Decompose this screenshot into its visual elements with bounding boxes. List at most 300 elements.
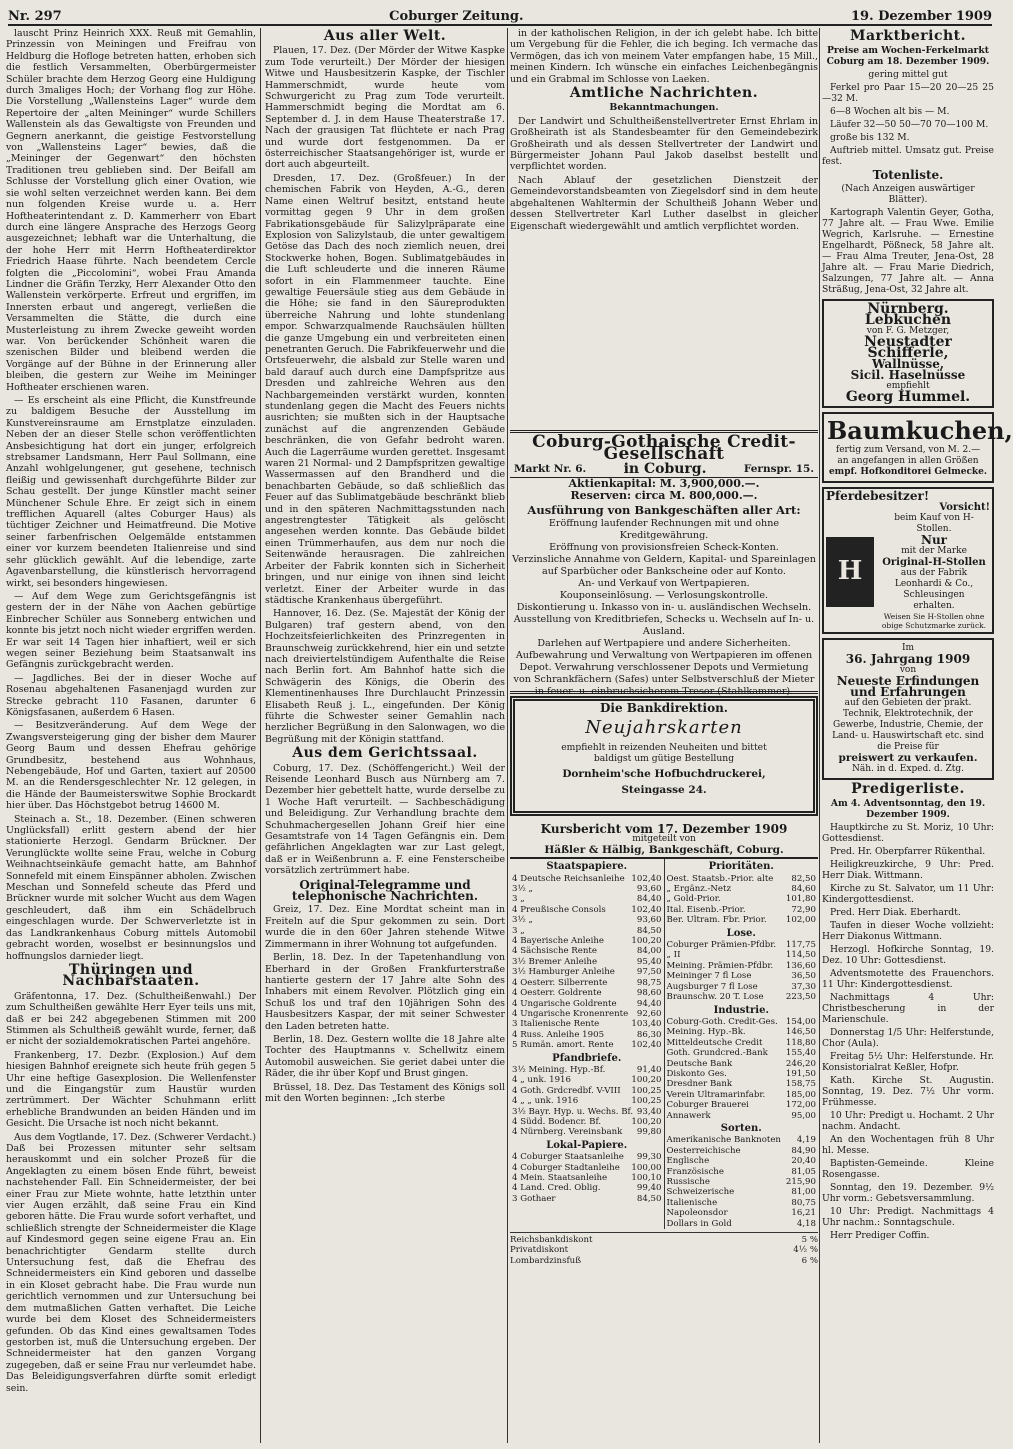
sermon-line: Donnerstag 1/5 Uhr: Helferstunde, Chor (Aula). <box>822 1027 994 1049</box>
bank-service: Eröffnung von provisionsfreien Scheck-Konten. <box>549 542 779 553</box>
stock-row <box>512 1194 662 1204</box>
stock-row <box>667 1198 817 1208</box>
stock-name: Augsburger 7 fl Lose <box>666 981 758 992</box>
ad-line: mit der Marke <box>901 546 967 556</box>
sermon-line: Nachmittags 4 Uhr: Christbescherung in der Marienschule. <box>822 992 994 1025</box>
stock-price: 95,00 <box>791 1110 816 1121</box>
stock-name: Reichsbankdiskont <box>510 1235 593 1246</box>
stock-name: 4 Ungarische Kronenrente <box>512 1008 629 1019</box>
stock-name: Englische <box>666 1156 710 1167</box>
stock-row <box>512 905 662 915</box>
stock-row <box>512 1096 662 1106</box>
stock-price: 91,40 <box>636 1064 662 1075</box>
stock-row <box>667 894 817 904</box>
stock-row <box>512 967 662 977</box>
stock-price: 100,10 <box>631 1173 662 1183</box>
stock-name: 4 „ unk. 1916 <box>512 1075 571 1086</box>
bank-service: Diskontierung u. Inkasso von in- u. ausländischen Wechseln. <box>516 602 812 613</box>
stock-price: 84,50 <box>636 925 662 936</box>
article-paragraph: lauscht Prinz Heinrich XXX. Reuß mit Gemahlin, Prinzessin von Meiningen und Freifrau von Heldburg die Hofloge betreten hatten, erhoben sich die festlich Versammelten, Oberbürgermeister Schüler brachte dem Herzog Georg eine Huldigung durch 3maliges Hoch; der Vorhang flog zur Höhe. Die Vorstellung „Wallensteins Lager“ wurde dem Repertoire der „alten Meininger“ wurde Schillers Wallenstein als das Gewaltigste von Freunden und Gegnern anerkannt, die geistige Festvorstellung von „Wallensteins Lager“ bewies, daß die „Meininger der Gegenwart“ den höchsten Traditionen treu geblieben sind. Der Beifall am Schlusse der Vorstellung glich einer Ovation, wie sie wohl selten verzeichnet werden kann. Bei dem nun folgenden Kreise wurde u. a. Herr Hoftheaterintendant z. D. Kammerherr von Ebart durch eine längere Ansprache des Herzogs Georg ausgezeichnet; lebhaft war die Unterhaltung, die der hohe Herr mit Herrn Hoftheaterdirektor Friedrich Haase führte. Nach beendetem Cercle folgten die „Piccolomini“, wobei Frau Amanda Lindner die Gräfin Terzky, Herr Alexander Otto den Wallenstein verkörperte. Erfreut und ergriffen, im Innersten erbaut und angeregt, verließen die Versammelten die Stätte, die durch eine Musterleistung zu ihrem Zwecke geweiht worden war. Von berückender Schönheit waren die szenischen Bilder und bleibend werden die Vorgänge auf der Bühne in der Erinnerung aller bleiben, die gestern zur Weihe im Meininger Hoftheater erschienen waren. <box>6 28 256 393</box>
stock-price: 191,50 <box>785 1068 816 1079</box>
ad-line: erhalten. <box>913 601 955 611</box>
sermon-line: Hauptkirche zu St. Moriz, 10 Uhr: Gottesdienst. <box>822 822 994 844</box>
stock-price: 99,30 <box>636 1152 662 1163</box>
ad-firm: Dornheim'sche Hofbuchdruckerei, <box>562 768 766 780</box>
sermon-line: Kath. Kirche St. Augustin. Sonntag, 19. Dez. 7½ Uhr vorm. Frühmesse. <box>822 1075 994 1108</box>
ad-line: Original-H-Stollen <box>882 557 986 568</box>
stock-row <box>512 1030 662 1040</box>
stock-name: Meining. Prämien-Pfdbr. <box>666 960 774 971</box>
stock-price: 155,40 <box>785 1048 816 1059</box>
article-paragraph: Dresden, 17. Dez. (Großfeuer.) In der chemischen Fabrik von Heyden, A.-G., deren Name einen Weltruf besitzt, entstand heute vormittag gegen 9 Uhr in dem großen Fabrikationsgebäude für Salizylpräparate eine Explosion von Salizylstaub, die unter gewaltigem Getöse das Dach des noch ziemlich neuen, drei Stockwerke hohen, Bogen. Sublimatgebäudes in die Luft schleuderte und die inneren Räume sofort in ein Flammenmeer tauchte. Eine gewaltige Feuersäule stieg aus dem Gebäude in die Höhe; sie fand in den Säureprodukten überreiche Nahrung und lohte stundenlang empor. Schwarzqualmende Rauchsäulen hüllten die ganze Umgebung ein und verbreiteten einen penetranten Geruch. Die Fabrikfeuerwehr und die Ortsfeuerwehr, die alsbald zur Stelle waren und bald darauf auch durch eine Dampfspritze aus Dresden und zahlreiche Wehren aus den Nachbargemeinden verstärkt wurden, konnten stundenlang gegen die Macht des Feuers nichts ausrichten; sie mußten sich in der Hauptsache zunächst auf die angrenzenden Gebäude beschränken, die von Gefahr bedroht waren. Auch die Lagerräume wurden gerettet. Insgesamt waren 21 Normal- und 2 Dampfspritzen gewaltige Wassermassen auf den Brandherd und die benachbarten Gebäude, so daß schließlich das Feuer auf das Sublimatgebäude beschränkt blieb und in den späteren Nachmittagsstunden nach angestrengtester Tätigkeit als gelöscht angesehen werden konnte. Das Gebäude bildet einen Trümmerhaufen, aus dem nur noch die Seitenwände herausragen. Die zahlreichen Arbeiter der Fabrik konnten sich in Sicherheit bringen, und nur einige von ihnen sind leicht verletzt. Einer der Arbeiter wurde in das städtische Krankenhaus übergeführt. <box>265 172 505 606</box>
section-heading-gerichtssaal: Aus dem Gerichtssaal. <box>292 745 478 762</box>
column-rule <box>260 28 261 1443</box>
market-line: große bis 132 M. <box>830 132 910 143</box>
stock-price: 92,60 <box>636 1008 662 1019</box>
sermon-line: Sonntag, den 19. Dezember. 9½ Uhr vorm.: Gebetsversammlung. <box>822 1182 994 1204</box>
column-rule <box>507 28 508 1443</box>
stock-row <box>667 1069 817 1079</box>
stock-row <box>667 1048 817 1058</box>
stock-name: Goth. Grundcred.-Bank <box>666 1048 768 1059</box>
stock-row <box>667 1156 817 1166</box>
ad-line: Vorsicht! <box>939 502 990 513</box>
stock-name: Oesterreichische <box>666 1145 741 1156</box>
sermon-line: 10 Uhr: Predigt. Nachmittags 4 Uhr nachm.: Sonntagschule. <box>822 1206 994 1228</box>
stock-price: 82,50 <box>791 873 816 884</box>
stock-price: 146,50 <box>785 1027 816 1038</box>
ad-title: Pferdebesitzer! <box>826 489 930 503</box>
bank-reserves: Reserven: circa M. 800,000.—. <box>570 489 758 502</box>
stock-column-left <box>510 859 664 1229</box>
stock-price: 102,40 <box>631 904 662 915</box>
stock-price: 102,40 <box>631 873 662 884</box>
section-heading-telegramme: Original-Telegramme und telephonische Nachrichten. <box>291 877 479 904</box>
stock-row <box>667 1177 817 1187</box>
stock-price: 118,80 <box>785 1037 816 1048</box>
stock-row <box>667 1100 817 1110</box>
bank-service: Eröffnung laufender Rechnungen mit und ohne Kreditgewährung. <box>548 518 780 541</box>
stock-name: 3 Italienische Rente <box>512 1019 600 1030</box>
stock-price: 185,00 <box>785 1089 816 1100</box>
bank-service: Ausstellung von Kreditbriefen, Schecks u. Wechseln auf In- u. Ausland. <box>513 614 815 637</box>
sermon-line: Taufen in dieser Woche vollzieht: Herr Diakonus Wittmann. <box>822 920 994 942</box>
pferdebesitzer-advertisement <box>822 487 994 634</box>
sermon-line: Herzogl. Hofkirche Sonntag, 19. Dez. 10 Uhr: Gottesdienst. <box>822 944 994 966</box>
stock-price: 100,25 <box>631 1096 662 1107</box>
stock-name: 3 „ <box>512 925 525 936</box>
market-line: Läufer 32—50 50—70 70—100 M. <box>830 119 989 130</box>
ad-line: Neueste Erfindungen <box>836 674 980 688</box>
subheading-bekanntmachungen: Bekanntmachungen. <box>609 102 719 114</box>
stock-report-by: mitgeteilt von <box>632 834 696 845</box>
stock-name: Ital. Eisenb.-Prior. <box>666 904 746 915</box>
stock-price: 154,00 <box>785 1016 816 1027</box>
stock-name: Dresdner Bank <box>666 1079 733 1090</box>
bank-capital: Aktienkapital: M. 3,900,000.—. <box>568 477 760 490</box>
section-heading-predigerliste: Predigerliste. <box>851 781 965 797</box>
stock-row <box>512 1086 662 1096</box>
market-line: Auftrieb mittel. Umsatz gut. Preise fest. <box>822 145 994 167</box>
stock-name: „ Gold-Prior. <box>666 894 721 905</box>
baumkuchen-advertisement <box>822 412 1013 483</box>
column-ads <box>822 28 1013 1443</box>
ad-line: 36. Jahrgang 1909 <box>845 652 971 666</box>
stock-price: 4½ % <box>793 1245 818 1256</box>
article-paragraph: Brüssel, 18. Dez. Das Testament des Königs soll mit den Worten beginnen: „Ich sterbe <box>265 1081 505 1104</box>
stock-section-heading: Prioritäten. <box>708 861 774 873</box>
stock-price: 84,40 <box>636 894 662 905</box>
stock-price: 84,90 <box>791 1145 816 1156</box>
stock-row <box>512 1065 662 1075</box>
stock-row <box>512 1163 662 1173</box>
column-official-news <box>510 28 818 426</box>
article-paragraph: Aus dem Vogtlande, 17. Dez. (Schwerer Verdacht.) Daß bei Prozessen mitunter sehr seltsam herauskommt und ein solcher Prozeß für die Angeklagten zu einem bösen Ende führt, beweist nachstehender Fall. Ein Schneidermeister, der bei einer Frau zur Miete wohnte, hatte letzthin unter vier Augen erzählt, daß seine Frau ein Kind geboren hätte. Die Frau wurde sofort verhaftet, und schließlich strengte der Schneidermeister die Klage auf Kindesmord gegen seine eigene Frau an. Ein benachrichtigter Gendarm stellte durch Untersuchung fest, daß die Ehefrau des Schneidermeisters ein Kind geboren und dasselbe in ein Kloset gebracht habe. Die Frau wurde nun gerichtlich vernommen und zur Untersuchung bei dem mutmaßlichen Gatten verhaftet. Die Leiche wurde bei dem Kloset des Schneidermeisters gefunden. Ob das Kind eines gewaltsamen Todes gestorben ist, muß die Untersuchung ergeben. Der Schneidermeister hat den ganzen Vorgang zugegeben, daß er seine Frau nur verleumdet habe. Das Beleidigungsverfahren dürfte somit erledigt sein. <box>6 1131 256 1394</box>
article-paragraph: Coburg, 17. Dez. (Schöffengericht.) Weil der Reisende Leonhard Busch aus Nürnberg am 7. Dezember hier gebettelt hatte, wurde derselbe zu 1 Woche Haft verurteilt. — Sachbeschädigung und Beleidigung. Zur Verhandlung brachte dem Schuhmachergesellen Johann Greif hier eine Gesamtstrafe von 14 Tagen Gefängnis ein. Dem gefährlichen Angeklagten war zur Last gelegt, daß er in Weißenbrunn a. F. eine Fensterscheibe vorsätzlich zertrümmert habe. <box>265 762 505 877</box>
stock-name: „ Ergänz.-Netz <box>666 884 731 895</box>
stock-name: Coburger Brauerei <box>666 1100 749 1111</box>
stock-row <box>667 950 817 960</box>
stock-price: 114,50 <box>785 950 816 961</box>
stock-name: 3½ Bayr. Hyp. u. Wechs. Bf. <box>512 1106 634 1117</box>
stock-row <box>667 1079 817 1089</box>
stock-name: 4 Coburger Stadtanleihe <box>512 1162 620 1173</box>
stock-name: 4 Sächsische Rente <box>512 946 597 957</box>
stock-price: 172,00 <box>785 1100 816 1111</box>
stock-price: 95,40 <box>636 956 662 967</box>
sermon-line: Heiligkreuzkirche, 9 Uhr: Pred. Herr Diak. Wittmann. <box>822 859 994 881</box>
stock-name: 4 Südd. Bodencr. Bf. <box>512 1116 602 1127</box>
stock-name: 4 Russ. Anleihe 1905 <box>512 1029 605 1040</box>
stock-name: 4 Oesterr. Silberrente <box>512 977 608 988</box>
stock-name: Annawerk <box>666 1110 711 1121</box>
article-paragraph: — Besitzveränderung. Auf dem Wege der Zwangsversteigerung ging der bisher dem Maurer Georg Baum und dessen Ehefrau gehörige Grundbesitz, bestehend aus Wohnhaus, Nebengebäude, Hof und Garten, taxiert auf 20500 M. an die Rendersgeschlechter Nr. 12 gelegen, in die Hände der Baumeisterswitwe Sophie Brockardt hier über. Das Höchstgebot betrug 14600 M. <box>6 720 256 812</box>
stock-section-heading: Industrie. <box>713 1004 769 1016</box>
sermon-line: Pred. Herr Diak. Eberhardt. <box>830 907 961 918</box>
stock-name: Französische <box>666 1166 724 1177</box>
stock-price: 93,40 <box>636 1106 662 1117</box>
stock-row <box>667 1027 817 1037</box>
paper-title: Coburger Zeitung. <box>389 9 524 24</box>
stock-price: 81,00 <box>791 1187 816 1198</box>
stock-price: 99,80 <box>636 1127 662 1138</box>
stock-price: 100,20 <box>631 1116 662 1127</box>
stock-name: 3½ Meining. Hyp.-Bf. <box>512 1064 606 1075</box>
stock-row <box>667 1111 817 1121</box>
stock-price: 93,60 <box>636 884 662 895</box>
article-paragraph: — Jagdliches. Bei der in dieser Woche auf Rosenau abgehaltenen Fasanenjagd wurden zur Strecke gebracht 110 Fasanen, darunter 6 Königsfasanen, außerdem 6 Hasen. <box>6 672 256 718</box>
ad-line: von F. G. Metzger, <box>866 326 950 336</box>
article-paragraph: Greiz, 17. Dez. Eine Mordtat scheint man in Freiteln auf die Spur gekommen zu sein. Dort wurde die in den 60er Jahren stehende Witwe Zimmermann in ihrer Wohnung tot aufgefunden. <box>265 904 505 950</box>
stock-price: 20,40 <box>791 1156 816 1167</box>
stock-price: 136,60 <box>785 960 816 971</box>
stock-row <box>512 936 662 946</box>
stock-price: 102,00 <box>785 915 816 926</box>
article-paragraph: — Es erscheint als eine Pflicht, die Kunstfreunde zu baldigem Besuche der Ausstellung im Kunstvereinsraume am Ernstplatze einzuladen. Neben der an dieser Stelle schon veröffentlichten Ansbesichtigung hat dort ein junger, erfolgreich strebsamer Landsmann, Herr Paul Sollmann, eine Anzahl wohlgelungener, gut gesehene, technisch fleißig und gewissenhaft durchgeführte Bilder zur Schau gestellt. Der junge Künstler macht seiner Münchener Schule Ehre. Er zeigt sich in einem trefflichen Aquarell (altes Coburger Haus) als tüchtiger Zeichner und Heimatfreund. Die Motive seiner farbenfrischen Oelgemälde entstammen einer vor kurzem beendeten Italienreise und sind sehr glücklich gewählt. Auf die lebendige, zarte Agavenbarstellung, die künstlerisch hervorragend wirkt, sei besonders hingewiesen. <box>6 395 256 589</box>
stock-price: 84,00 <box>636 946 662 957</box>
stock-price: 102,40 <box>631 1040 662 1051</box>
sermon-line: Freitag 5½ Uhr: Helferstunde. Hr. Konsistorialrat Keßler, Hofpr. <box>822 1051 994 1073</box>
stock-price: 36,50 <box>791 971 816 982</box>
article-paragraph: Plauen, 17. Dez. (Der Mörder der Witwe Kaspke zum Tode verurteilt.) Der Mörder der hiesigen Witwe und Hausbesitzerin Kaspke, der Tischler Hammerschmidt, wurde heute vom Schwurgericht zu Prag zum Tode verurteilt. Hammerschmidt beging die Mordtat am 6. September d. J. in dem Hause Theaterstraße 17. Nach der grausigen Tat flüchtete er nach Prag und wurde dort festgenommen. Da er österreichischer Staatsangehöriger ist, wurde er dort auch abgeurteilt. <box>265 45 505 171</box>
stock-row <box>667 971 817 981</box>
stock-price: 100,25 <box>631 1085 662 1096</box>
sermon-line: Baptisten-Gemeinde. Kleine Rosengasse. <box>822 1158 994 1180</box>
stock-price: 103,40 <box>631 1019 662 1030</box>
stock-price: 93,60 <box>636 915 662 926</box>
stock-price: 98,75 <box>636 977 662 988</box>
bank-service: Kouponseinlösung. — Verlosungskontrolle. <box>559 590 769 601</box>
stock-price: 99,40 <box>636 1183 662 1194</box>
stock-price: 16,21 <box>791 1208 816 1219</box>
sermon-line: An den Wochentagen früh 8 Uhr hl. Messe. <box>822 1134 994 1156</box>
ad-line: fertig zum Versand, von M. 2.— <box>835 445 981 455</box>
ad-line: Sicil. Haselnüsse <box>850 368 966 382</box>
stock-row <box>667 1090 817 1100</box>
ad-text <box>878 513 990 630</box>
stock-price: 117,75 <box>785 940 816 951</box>
section-heading-amtliche: Amtliche Nachrichten. <box>569 85 759 102</box>
ad-title: Baumkuchen, <box>827 416 1013 445</box>
stock-price: 158,75 <box>785 1079 816 1090</box>
stock-row <box>667 915 817 925</box>
ad-line: Im <box>901 643 915 653</box>
bank-service: Verzinsliche Annahme von Geldern, Kapital- und Spareinlagen auf Sparbücher oder Bankscheine oder auf Konto. <box>512 554 816 577</box>
stock-name: 4 Goth. Grdcredbf. V-VIII <box>512 1085 621 1096</box>
bank-title: Coburg-Gothaische Credit-Gesellschaft <box>532 432 796 464</box>
lebkuchen-advertisement <box>822 299 994 408</box>
stock-row <box>667 992 817 1002</box>
stock-price: 97,50 <box>636 967 662 978</box>
bank-phone: Fernspr. 15. <box>743 463 814 475</box>
ad-line: Nur <box>920 533 947 547</box>
ad-line: an angefangen in allen Größen <box>837 456 979 466</box>
stock-row <box>667 884 817 894</box>
issue-date: 19. Dezember 1909 <box>850 9 992 24</box>
stock-name: Coburger Prämien-Pfdbr. <box>666 940 777 951</box>
section-heading-thueringen: Thüringen und Nachbarstaaten. <box>62 961 200 990</box>
stock-price: 84,50 <box>636 1193 662 1204</box>
stock-price: 72,90 <box>791 904 816 915</box>
stock-name: 4 „ „ unk. 1916 <box>512 1096 579 1107</box>
article-paragraph: Hannover, 16. Dez. (Se. Majestät der König der Bulgaren) traf gestern abend, von den Hochzeitsfeierlichkeiten des Prinzregenten in Braunschweig zurückkehrend, hier ein und setzte nach dreiviertelstündigem Aufenthalte die Reise nach Berlin fort. Am Bahnhof hatte sich die Schwägerin des Königs, die Oberin des Klementinenhauses Ihre Durchlaucht Prinzessin Elisabeth Reuß j. L., eingefunden. Der König führte die Schwester seiner Gemahlin nach herzlicher Begrüßung in den Salonwagen, wo die Begrüßung mit der Königin stattfand. <box>265 608 505 745</box>
article-paragraph: Der Landwirt und Schultheißenstellvertreter Ernst Ehrlam in Großheirath ist als Standesbeamter für den Gemeindebezirk Großheirath und als dessen Stellvertreter der Landwirt und Bürgermeister Johann Paul Jakob daselbst bestellt und verpflichtet worden. <box>510 115 818 173</box>
stock-row <box>667 874 817 884</box>
stock-row <box>667 1187 817 1197</box>
sermon-line: Pred. Hr. Oberpfarrer Rükenthal. <box>830 846 986 857</box>
stock-price: 80,75 <box>791 1197 816 1208</box>
stock-row <box>512 1019 662 1029</box>
stock-row <box>512 1183 662 1193</box>
stock-report-firm: Häßler & Hälbig, Bankgeschäft, Coburg. <box>510 845 818 859</box>
sermon-line: Adventsmotette des Frauenchors. 11 Uhr: Kindergottesdienst. <box>822 968 994 990</box>
stock-price: 81,05 <box>791 1166 816 1177</box>
stock-name: 4 Oesterr. Goldrente <box>512 988 602 999</box>
stock-row <box>512 915 662 925</box>
stock-row <box>512 946 662 956</box>
bank-service: Darlehen auf Wertpapiere und andere Sicherheiten. <box>537 638 791 649</box>
stock-price: 6 % <box>801 1255 818 1266</box>
stock-name: 4 Preußische Consols <box>512 904 606 915</box>
stock-row <box>667 961 817 971</box>
stock-name: 4 Nürnberg. Vereinsbank <box>512 1127 623 1138</box>
stock-price: 5 % <box>801 1235 818 1246</box>
stock-name: Russische <box>666 1177 710 1187</box>
ad-line: Georg Hummel. <box>845 389 971 405</box>
ad-line: Leonhardi & Co., Schleusingen <box>894 579 974 600</box>
stock-name: Italienische <box>666 1197 718 1208</box>
market-line: 6—8 Wochen alt bis — M. <box>830 106 950 117</box>
ad-title: Neujahrskarten <box>585 717 743 738</box>
stock-row <box>512 1117 662 1127</box>
stock-name: Lombardzinsfuß <box>510 1255 581 1266</box>
stock-row <box>510 1245 818 1255</box>
section-heading-marktbericht: Marktbericht. <box>849 28 967 44</box>
stock-name: Meininger 7 fl Lose <box>666 971 752 982</box>
stock-price: 86,30 <box>636 1029 662 1040</box>
ad-line: Weisen Sie H-Stollen ohne obige Schutzmarke zurück. <box>881 612 987 630</box>
stock-row <box>667 1135 817 1145</box>
stock-name: 3½ „ <box>512 915 533 926</box>
bank-service: Aufbewahrung und Verwaltung von Wertpapieren im offenen Depot. Verwahrung verschlossener Depots und Vermietung von Schrankfächern (Safes) unter Selbstverschluß der Mieter in feuer- u. einbruchsicherem Tresor (Stahlkammer). <box>513 650 815 697</box>
bank-address-row <box>510 463 818 478</box>
bank-service: An- und Verkauf von Wertpapieren. <box>578 578 750 589</box>
article-paragraph: Nach Ablauf der gesetzlichen Dienstzeit der Gemeindevorstandsbeamten von Ziegelsdorf sind in dem heute abgehaltenen Wahltermin der Schultheiß Johann Weber und dessen Stellvertreter Karl Luther daselbst in gleicher Eigenschaft wiedergewählt und amtlich verpflichtet worden. <box>510 174 818 232</box>
sermon-line: Kirche zu St. Salvator, um 11 Uhr: Kindergottesdienst. <box>822 883 994 905</box>
article-paragraph: Frankenberg, 17. Dezbr. (Explosion.) Auf dem hiesigen Bahnhof ereignete sich heute früh gegen 5 Uhr eine heftige Gasexplosion. Die Wellenfenster und die Eingangstür zum Haustür wurden zertrümmert. Der Wächter Schuhmann erlitt erhebliche Brandwunden an beiden Händen und im Gesicht. Die Ursache ist noch nicht bekannt. <box>6 1049 256 1130</box>
stock-section-heading: Pfandbriefe. <box>552 1052 622 1064</box>
stock-row <box>667 1219 817 1229</box>
stock-name: Braunschw. 20 T. Lose <box>666 992 764 1003</box>
stock-row <box>512 1107 662 1117</box>
stock-price: 37,30 <box>791 981 816 992</box>
bank-city: in Coburg. <box>623 461 707 477</box>
ad-line: Näh. in d. Exped. d. Ztg. <box>852 764 964 774</box>
stock-section-heading: Staatspapiere. <box>546 861 628 873</box>
article-paragraph: Gräfentonna, 17. Dez. (Schultheißenwahl.) Der zum Schultheißen gewählte Herr Eyer teils uns mit, daß er bei 242 abgegebenen Stimmen mit 200 Stimmen als Schultheiß gewählt wurde, ferner, daß er nicht der sozialdemokratischen Partei angehöre. <box>6 990 256 1048</box>
stock-name: Mitteldeutsche Credit <box>666 1037 763 1048</box>
stock-row <box>512 894 662 904</box>
horseshoe-stud-icon: H <box>826 537 874 607</box>
ad-line: empf. Hofkonditorei Gelmecke. <box>828 467 988 477</box>
stock-name: Oest. Staatsb.-Prior. alte <box>666 873 774 884</box>
article-paragraph: in der katholischen Religion, in der ich gelebt habe. Ich bitte um Vergebung für die Fehler, die ich beging. Ich vermache das Vermögen, das ich von meinem Vater empfangen habe, 15 Mill., meinen Kindern. Ich wünsche ein einfaches Leichenbegängnis und ein Grabmal im Schlosse von Laeken. <box>510 28 818 85</box>
obituary-line: (Nach Anzeigen auswärtiger Blätter). <box>841 183 975 205</box>
market-line: Preise am Wochen-Ferkelmarkt Coburg am 18. Dezember 1909. <box>826 45 990 67</box>
section-heading-totenliste: Totenliste. <box>872 168 944 182</box>
column-world-news <box>265 28 505 1443</box>
stock-name: 3 „ <box>512 894 525 905</box>
stock-row <box>512 1009 662 1019</box>
stock-section-heading: Lokal-Papiere. <box>546 1139 628 1151</box>
ad-line: empfiehlt <box>886 381 930 391</box>
ad-line: und Erfahrungen <box>850 685 966 699</box>
stock-price: 84,60 <box>791 884 816 895</box>
stock-price: 100,20 <box>631 936 662 947</box>
stock-price: 100,00 <box>631 1162 662 1173</box>
stock-row <box>512 874 662 884</box>
stock-row <box>667 1208 817 1218</box>
article-paragraph: Berlin, 18. Dez. Gestern wollte die 18 Jahre alte Tochter des Hauptmanns v. Schellwitz einem Automobil ausweichen. Sie geriet dabei unter die Räder, die ihr über Kopf und Brust gingen. <box>265 1033 505 1080</box>
sermon-line: Am 4. Adventsonntag, den 19. Dezember 1909. <box>830 798 986 820</box>
stock-section-heading: Lose. <box>726 927 756 939</box>
issue-number: Nr. 297 <box>8 9 62 24</box>
stock-name: „ II <box>666 950 681 961</box>
ad-line: baldigst um gütige Bestellung <box>593 753 735 764</box>
article-paragraph: Steinach a. St., 18. Dezember. (Einen schweren Unglücksfall) erlitt gestern abend der hier stationierte Herzogl. Gendarm Brückner. Der Verunglückte wollte seine Frau, welche in Coburg Weihnachtseinkäufe gemacht hatte, am Bahnhof Sonnefeld mit einem Einspänner abholen. Zwischen Meschan und Sonnefeld scheute das Pferd und Brückner wurde mit solcher Wucht aus dem Wagen geschleudert, daß ihm ein Schädelbruch eingeschlagen wurde. Der Schwerverletzte ist in das Landkrankenhaus Coburg mittels Automobil gebracht worden, woselbst er besinnungslos und hoffnungslos darnieder liegt. <box>6 813 256 962</box>
stock-row <box>667 905 817 915</box>
stock-price: 4,19 <box>796 1135 816 1146</box>
market-line: Ferkel pro Paar 15—20 20—25 25—32 M. <box>822 82 994 104</box>
ad-line: auf den Gebieten der prakt. Technik, Elektrotechnik, der Gewerbe, Industrie, Chemie, der Land- u. Hauswirtschaft etc. sind die Preise für <box>832 698 984 752</box>
stock-row <box>667 940 817 950</box>
bank-signature: Die Bankdirektion. <box>600 701 728 715</box>
stock-row <box>512 1173 662 1183</box>
ad-line: Nürnberg. Lebkuchen <box>864 301 952 328</box>
stock-row <box>667 1038 817 1048</box>
stock-section-heading: Sorten. <box>720 1122 762 1134</box>
stock-price: 246,20 <box>785 1058 816 1069</box>
ad-line: Wallnüsse, <box>871 357 945 371</box>
article-paragraph: Berlin, 18. Dez. In der Tapetenhandlung von Eberhard in der Großen Frankfurterstraße hantierte gestern der 17 Jahre alte Sohn des Inhabers mit einem Revolver. Plötzlich ging ein Schuß los und traf den 10jährigen Sohn des Hausbesitzers Kaspar, der mit seiner Schwester den Laden betreten hatte. <box>265 952 505 1032</box>
stock-price: 101,80 <box>785 894 816 905</box>
ad-body <box>826 513 990 630</box>
stock-row <box>512 1040 662 1050</box>
stock-row <box>512 988 662 998</box>
stock-name: Dollars in Gold <box>666 1218 732 1229</box>
erfindungen-advertisement <box>822 638 994 780</box>
stock-name: 4 Bayerische Anleihe <box>512 936 604 947</box>
article-paragraph: — Auf dem Wege zum Gerichtsgefängnis ist gestern der in der Nähe von Aachen gebürtige Einbrecher Schüler aus Sonneberg entwichen und konnte bis jetzt noch nicht wieder ergriffen werden. Er war seit 14 Tagen hier inhaftiert, weil er sich wegen seiner Beziehung beim Staatsanwalt ins Gefängnis zurückgebracht werden. <box>6 590 256 671</box>
stock-row <box>667 1059 817 1069</box>
stock-name: Ber. Ultram. Fbr. Prior. <box>666 915 767 926</box>
obituary-line: Kartograph Valentin Geyer, Gotha, 77 Jahre alt. — Frau Wwe. Emilie Wegrich, Karlsruhe. — Ernestine Engelhardt, Pößneck, 58 Jahre alt. — Frau Alma Treuter, Jena-Ost, 28 Jahre alt. — Frau Marie Diedrich, Salzungen, 77 Jahre alt. — Anna Sträßug, Jena-Ost, 32 Jahre alt. <box>822 207 994 295</box>
stock-price: 223,50 <box>785 992 816 1003</box>
stock-row <box>510 1256 818 1266</box>
stock-rates <box>510 1232 818 1266</box>
stock-price: 4,18 <box>796 1218 816 1229</box>
stock-row <box>667 1146 817 1156</box>
ad-line: aus der Fabrik <box>900 568 968 578</box>
stock-name: 3½ „ <box>512 884 533 895</box>
section-heading-aus-aller-welt: Aus aller Welt. <box>323 28 447 44</box>
stock-name: 4 Ungarische Goldrente <box>512 998 617 1009</box>
stock-name: 4 Coburger Staatsanleihe <box>512 1152 624 1163</box>
ad-address: Steingasse 24. <box>621 784 707 796</box>
ad-line: empfiehlt in reizenden Neuheiten und bittet <box>561 742 767 753</box>
ad-line: preiswert zu verkaufen. <box>838 752 978 764</box>
ad-line: von <box>899 665 917 675</box>
stock-row <box>512 884 662 894</box>
stock-row <box>512 999 662 1009</box>
stock-name: 5 Rumän. amort. Rente <box>512 1040 614 1051</box>
ad-line: beim Kauf von H-Stollen. <box>894 513 974 534</box>
stock-row <box>667 1017 817 1027</box>
ad-line: Neustadter Schifferle, <box>864 334 952 361</box>
stock-row <box>667 1167 817 1177</box>
stock-name: Diskonto Ges. <box>666 1068 727 1079</box>
stock-table <box>510 859 818 1229</box>
sermon-line: Herr Prediger Coffin. <box>830 1230 930 1241</box>
stock-name: Coburg-Goth. Credit-Ges. <box>666 1016 778 1027</box>
stock-name: 4 Land. Cred. Oblig. <box>512 1183 601 1194</box>
stock-name: Napoleonsdor <box>666 1208 728 1219</box>
column-local-news <box>6 28 256 1443</box>
neujahrskarten-advertisement <box>510 696 818 816</box>
stock-price: 94,40 <box>636 998 662 1009</box>
stock-name: Privatdiskont <box>510 1245 569 1256</box>
stock-column-right <box>664 859 819 1229</box>
